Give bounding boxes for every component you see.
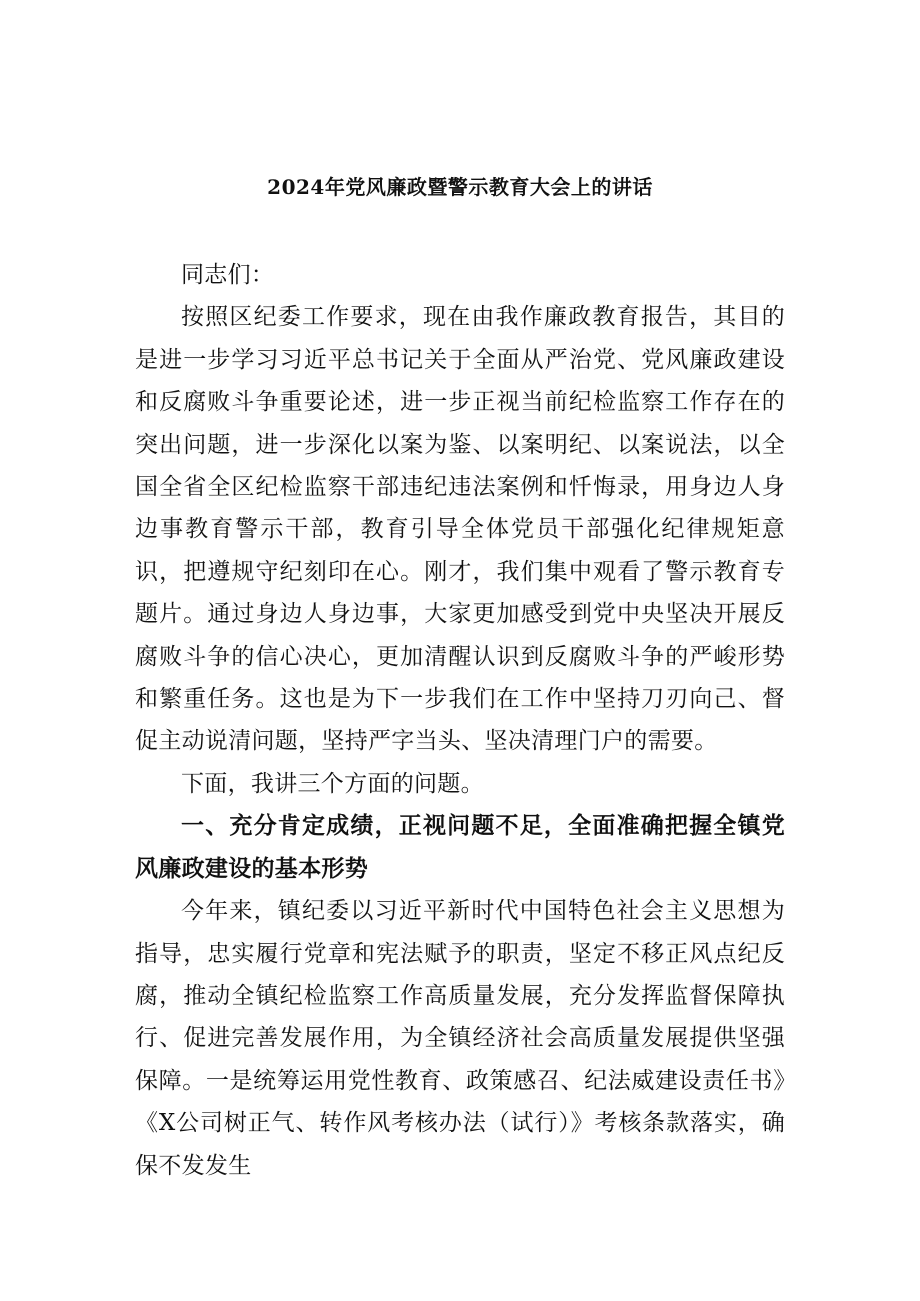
document-body: [135, 254, 785, 1187]
section-heading: 一、充分肯定成绩，正视问题不足，全面准确把握全镇党风廉政建设的基本形势: [135, 812, 785, 882]
paragraph-transition: 下面，我讲三个方面的问题。: [181, 770, 484, 797]
paragraph-intro: 按照区纪委工作要求，现在由我作廉政教育报告，其目的是进一步学习习近平总书记关于全面从严治党、党风廉政建设和反腐败斗争重要论述，进一步正视当前纪检监察工作存在的突出问题，进一步深化以案为鉴、以案明纪、以案说法，以全国全省全区纪检监察干部违纪违法案例和忏悔录，用身边人身边事教育警示干部，教育引导全体党员干部强化纪律规矩意识，把遵规守纪刻印在心。刚才，我们集中观看了警示教育专题片。通过身边人身边事，大家更加感受到党中央坚决开展反腐败斗争的信心决心，更加清醒认识到反腐败斗争的严峻形势和繁重任务。这也是为下一步我们在工作中坚持刀刃向己、督促主动说清问题，坚持严字当头、坚决清理门户的需要。: [135, 304, 785, 755]
document-title: 2024年党风廉政暨警示教育大会上的讲话: [267, 175, 653, 199]
paragraph-salutation: 同志们：: [181, 262, 275, 288]
paragraph-section-body: 今年来，镇纪委以习近平新时代中国特色社会主义思想为指导，忠实履行党章和宪法赋予的职责，坚定不移正风点纪反腐，推动全镇纪检监察工作高质量发展，充分发挥监督保障执行、促进完善发展作用，为全镇经济社会高质量发展提供坚强保障。一是统筹运用党性教育、政策感召、纪法威建设责任书》《X公司树正气、转作风考核办法（试行）》考核条款落实，确保不发发生: [135, 898, 785, 1179]
